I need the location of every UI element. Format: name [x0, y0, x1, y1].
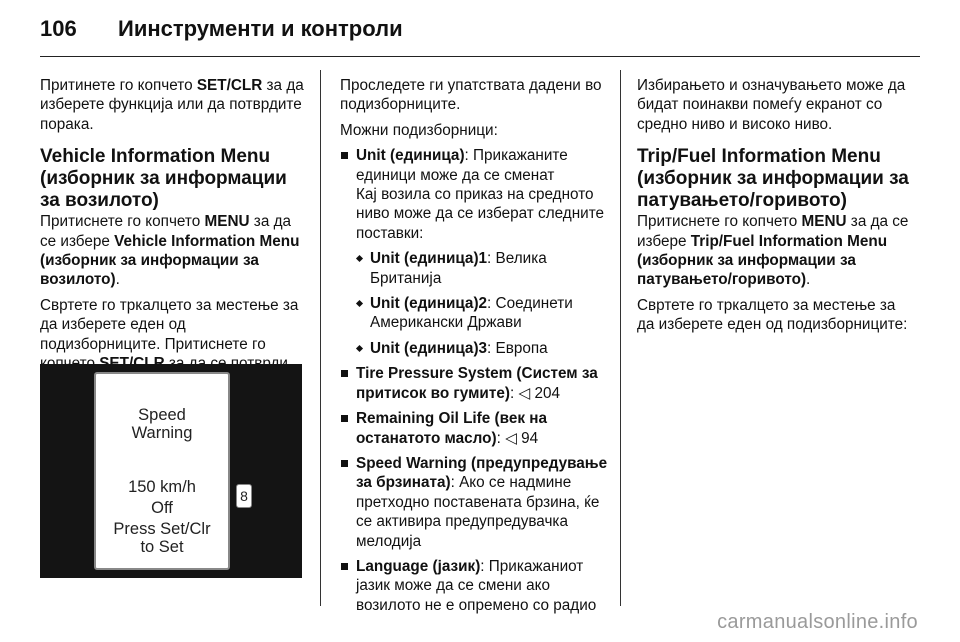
column-1 — [40, 76, 310, 379]
paragraph-possible: Можни подизборници: — [340, 121, 498, 139]
display-screen: Speed Warning 150 km/h Off Press Set/Clr to Set — [94, 372, 230, 570]
column-divider-1 — [320, 70, 321, 606]
page-number: 106 — [40, 16, 77, 41]
column-2 — [340, 76, 610, 621]
paragraph-follow: Проследете ги упатствата дадени во подизборниците. — [340, 77, 602, 114]
heading-vehicle-info: Vehicle Information Menu (изборник за информации за возилото) — [40, 146, 287, 212]
header-rule — [40, 56, 920, 57]
heading-trip-fuel: Trip/Fuel Information Menu (изборник за информации за патувањето/горивото) — [637, 146, 909, 212]
list-item-language: Language (јазик): Прикажаниот јазик може да се смени ако возилото не е опремено со радио — [340, 557, 610, 615]
list-item-unit2: Unit (единица)2: Соединети Американски Држави — [356, 294, 610, 333]
gear-indicator: 8 — [236, 484, 252, 508]
page-ref-94: 94 — [521, 429, 539, 447]
paragraph-selection: Избирањето и означувањето може да бидат поинакви помеѓу екранот со средно ниво и високо ниво. — [637, 77, 906, 133]
paragraph-wheel: Свртете го тркалцето за местење за да изберете еден од подизборниците. Притиснете го — [40, 296, 299, 353]
paragraph-wheel-trip: Свртете го тркалцето за местење за да изберете еден од подизборниците: — [637, 296, 908, 334]
list-item-unit: Unit (единица): Прикажаните единици може да се сменат Кај возила со приказ на средното ниво може да се изберат следните поставки: Unit (единица)1: Велика Британија Unit (единица)2: Соединети Американски Држави Unit (единица)3: Европа — [340, 146, 610, 358]
display-illustration — [40, 364, 302, 578]
page-ref-204: 204 — [534, 384, 560, 402]
list-item-unit1: Unit (единица)1: Велика Британија — [356, 249, 610, 288]
paragraph-set-clr: Притинете го копчето SET/CLR за да изберете функција или да потврдите порака. — [40, 77, 304, 133]
list-item-oil: Remaining Oil Life (век на останатото масло): ◁ 94 — [340, 409, 610, 448]
column-3 — [637, 76, 912, 341]
unit-options — [356, 249, 610, 358]
paragraph-menu: Притиснете го копчето MENU за да се избере Vehicle Information Menu (изборник за информации за возилото). — [40, 213, 300, 289]
paragraph-menu-trip: Притиснете го копчето MENU за да се избере Trip/Fuel Information Menu (изборник за информации за патувањето/горивото). — [637, 213, 909, 289]
column-divider-2 — [620, 70, 621, 606]
submenu-list — [340, 146, 610, 615]
page-header — [40, 16, 403, 42]
page-title: Иинструменти и контроли — [118, 16, 403, 41]
watermark: carmanualsonline.info — [717, 611, 918, 633]
list-item-tire: Tire Pressure System (Систем за притисок во гумите): ◁ 204 — [340, 364, 610, 403]
list-item-unit3: Unit (единица)3: Европа — [356, 339, 610, 358]
list-item-speed: Speed Warning (предупредување за брзината): Ако се надмине претходно поставената брзина, ќе се активира предупредувачка мелодија — [340, 454, 610, 551]
